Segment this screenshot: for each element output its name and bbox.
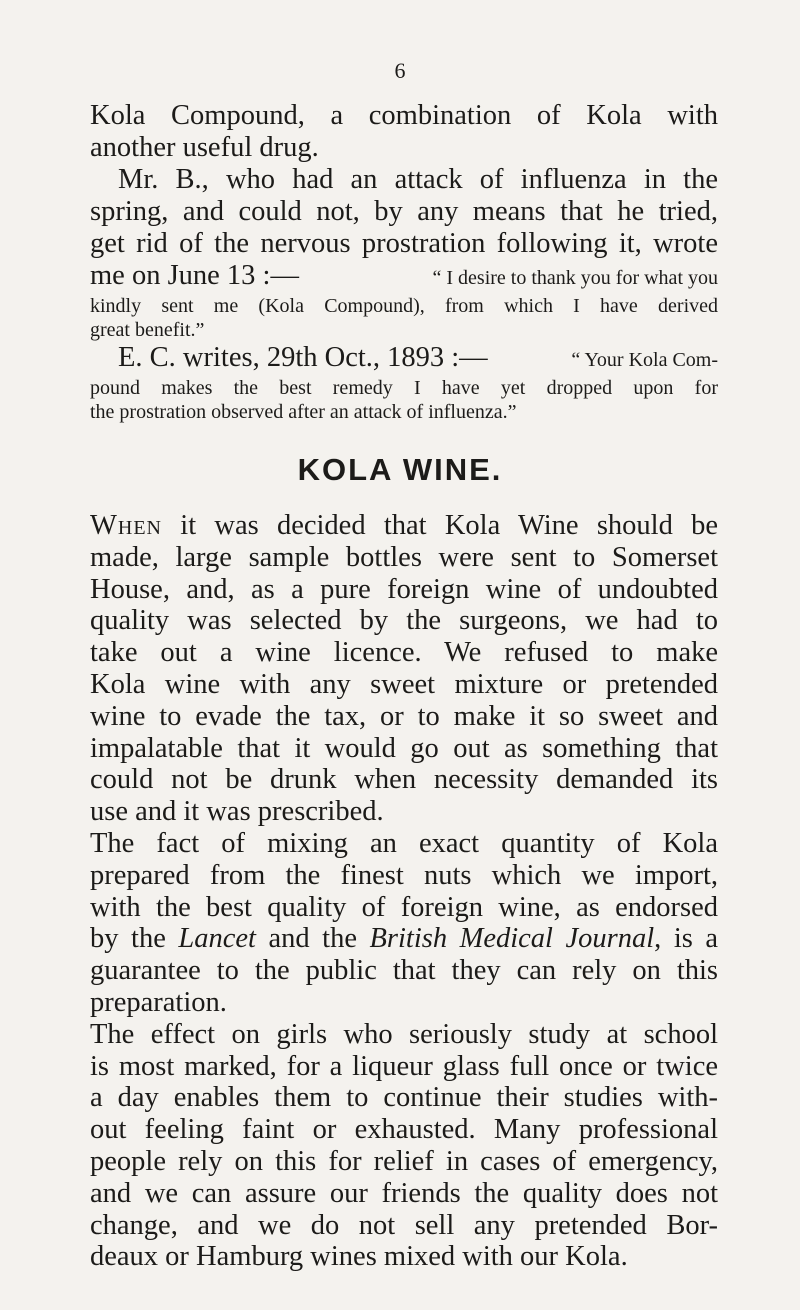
text-line: get rid of the nervous prostration following it, wrote	[90, 228, 718, 259]
text-line-mixed	[90, 260, 718, 294]
text-line: another useful drug.	[90, 132, 319, 163]
text-line: quality was selected by the surgeons, we had to	[90, 605, 718, 637]
text-line: deaux or Hamburg wines mixed with our Kola.	[90, 1241, 628, 1273]
testimonial-quote: kindly sent me (Kola Compound), from which I have derived	[90, 295, 718, 317]
text-line: The effect on girls who seriously study at school	[90, 1018, 718, 1050]
testimonial-quote: “ I desire to thank you for what you	[432, 267, 718, 289]
text-line: use and it was prescribed.	[90, 796, 384, 828]
text-segment: it was decided that Kola Wine should be	[162, 510, 718, 541]
text-line: could not be drunk when necessity demanded its	[90, 764, 718, 796]
text-segment: and the	[255, 923, 370, 955]
text-line: people rely on this for relief in cases of emergency,	[90, 1145, 718, 1177]
text-line	[90, 510, 718, 542]
text-line: wine to evade the tax, or to make it so sweet and	[90, 700, 718, 732]
kola-wine-section	[90, 510, 718, 1273]
text-line: preparation.	[90, 986, 227, 1018]
drop-word: When	[90, 510, 163, 541]
testimonial-quote: the prostration observed after an attack of influenza.”	[90, 401, 517, 423]
journal-title-lancet: Lancet	[178, 923, 256, 955]
text-segment: me on June 13 :—	[90, 260, 299, 291]
text-line-mixed	[90, 342, 718, 376]
text-line: take out a wine licence. We refused to make	[90, 637, 718, 669]
text-line: made, large sample bottles were sent to Somerset	[90, 541, 718, 573]
testimonial-quote: great benefit.”	[90, 319, 205, 341]
text-line	[90, 923, 718, 955]
text-line: prepared from the finest nuts which we import,	[90, 859, 718, 891]
text-line: guarantee to the public that they can rely on this	[90, 955, 718, 987]
text-line: is most marked, for a liqueur glass full once or twice	[90, 1050, 718, 1082]
text-line: with the best quality of foreign wine, as endorsed	[90, 891, 718, 923]
text-line: The fact of mixing an exact quantity of Kola	[90, 827, 718, 859]
text-line: out feeling faint or exhausted. Many professional	[90, 1114, 718, 1146]
text-segment: by the	[90, 923, 179, 955]
text-line: a day enables them to continue their studies with-	[90, 1082, 718, 1114]
intro-section	[90, 100, 718, 424]
text-segment: E. C. writes, 29th Oct., 1893 :—	[118, 342, 488, 373]
text-line: Kola Compound, a combination of Kola with	[90, 100, 718, 131]
section-heading: KOLA WINE.	[297, 452, 503, 487]
text-line: and we can assure our friends the quality does not	[90, 1177, 718, 1209]
text-line: change, and we do not sell any pretended Bor-	[90, 1209, 718, 1241]
testimonial-quote: pound makes the best remedy I have yet dropped upon for	[90, 377, 718, 399]
text-line: Kola wine with any sweet mixture or pretended	[90, 668, 718, 700]
text-segment: , is a	[654, 923, 718, 955]
text-line: House, and, as a pure foreign wine of undoubted	[90, 573, 718, 605]
page-number: 6	[394, 58, 406, 83]
text-line: impalatable that it would go out as something that	[90, 732, 718, 764]
text-line: spring, and could not, by any means that he tried,	[90, 196, 718, 227]
journal-title-bmj: British Medical Journal	[369, 923, 655, 955]
testimonial-quote: “ Your Kola Com-	[571, 349, 718, 371]
text-line: Mr. B., who had an attack of influenza in the	[118, 164, 718, 195]
